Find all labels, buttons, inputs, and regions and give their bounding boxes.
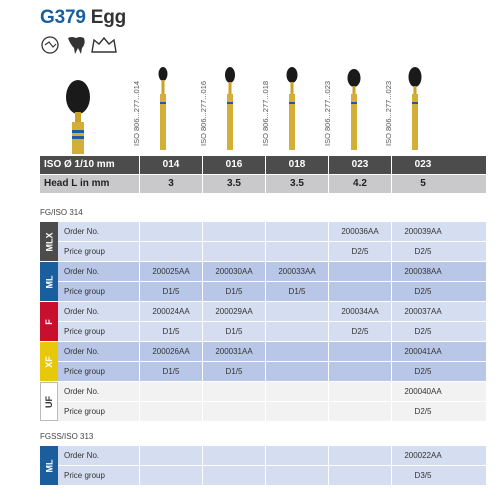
table-cell (328, 342, 391, 361)
iso-value: 016 (202, 156, 265, 174)
table-cell: 200026AA (139, 342, 202, 361)
table-cell: 200037AA (391, 302, 454, 321)
table-cell (328, 446, 391, 465)
table-cell (265, 446, 328, 465)
row-label: Order No. (64, 347, 100, 356)
table-cell (265, 322, 328, 341)
row-label: Price group (64, 471, 105, 480)
head-value: 3 (139, 175, 202, 193)
row-label: Price group (64, 407, 105, 416)
row-label: Order No. (64, 387, 100, 396)
row-label: Price group (64, 247, 105, 256)
table-row (40, 466, 486, 486)
table-cell (265, 242, 328, 261)
table-row (40, 362, 486, 382)
table-cell (328, 262, 391, 281)
table-cell (265, 222, 328, 241)
tooth-icon (68, 37, 85, 54)
table-row (40, 302, 486, 322)
table-cell: 200040AA (391, 382, 454, 401)
grit-band-label: F (44, 318, 54, 325)
table-cell (265, 382, 328, 401)
product-name: Egg (90, 7, 127, 28)
grit-band-label: ML (44, 459, 54, 472)
row-label: Price group (64, 327, 105, 336)
table-row (40, 342, 486, 362)
table-row (40, 402, 486, 422)
grit-band-label: ML (44, 275, 54, 288)
grit-band-mlx (40, 222, 58, 261)
table-cell: 200031AA (202, 342, 265, 361)
table-row (40, 382, 486, 402)
table-cell: D1/5 (265, 282, 328, 301)
table-cell: 200034AA (328, 302, 391, 321)
grit-band-ml (40, 446, 58, 485)
table-cell (139, 222, 202, 241)
table-cell: 200024AA (139, 302, 202, 321)
iso-label: ISO 806...277...023 (323, 80, 332, 146)
row-label: Order No. (64, 307, 100, 316)
row-label: Order No. (64, 451, 100, 460)
table-cell: 200038AA (391, 262, 454, 281)
table-cell (139, 382, 202, 401)
table-cell: 200036AA (328, 222, 391, 241)
bur-014-image (153, 66, 173, 152)
table-cell: 200041AA (391, 342, 454, 361)
iso-label: ISO 806...277...023 (384, 80, 393, 146)
iso-diameter-label: ISO Ø 1/10 mm (44, 159, 115, 170)
table-row (40, 242, 486, 262)
table-cell: D3/5 (391, 466, 454, 485)
table-cell (265, 342, 328, 361)
table-cell: 200025AA (139, 262, 202, 281)
iso-value: 023 (391, 156, 454, 174)
table-row (40, 322, 486, 342)
table-cell (328, 362, 391, 381)
table-cell (139, 402, 202, 421)
table-cell (265, 362, 328, 381)
table-cell: 200039AA (391, 222, 454, 241)
table-cell (328, 402, 391, 421)
indication-icons (40, 34, 118, 56)
table-cell (265, 466, 328, 485)
table-cell (202, 382, 265, 401)
table-cell: 200033AA (265, 262, 328, 281)
table-cell: D2/5 (391, 402, 454, 421)
iso-value: 018 (265, 156, 328, 174)
table-cell: D2/5 (391, 322, 454, 341)
grit-band-label: UF (44, 395, 54, 408)
grit-band-ml (40, 262, 58, 301)
table-cell: D1/5 (202, 322, 265, 341)
table-cell: D2/5 (391, 362, 454, 381)
iso-label: ISO 806...277...018 (261, 80, 270, 146)
iso-diameter-row (40, 156, 486, 174)
table-cell (139, 466, 202, 485)
iso-value: 023 (328, 156, 391, 174)
table-cell: D1/5 (202, 362, 265, 381)
grit-band-label: XF (43, 355, 54, 368)
bur-018-image (282, 66, 302, 152)
table-row (40, 446, 486, 466)
table-cell (328, 382, 391, 401)
bur-large-image (58, 78, 98, 156)
bur-016-image (220, 66, 240, 152)
head-value: 3.5 (265, 175, 328, 193)
head-value: 4.2 (328, 175, 391, 193)
table-cell (139, 242, 202, 261)
section-label: FG/ISO 314 (40, 208, 83, 217)
row-label: Order No. (64, 267, 100, 276)
table-cell (202, 466, 265, 485)
table-row (40, 222, 486, 242)
table-cell: 200029AA (202, 302, 265, 321)
table-cell: D2/5 (328, 242, 391, 261)
table-cell: D1/5 (139, 362, 202, 381)
bur-023-long-image (405, 66, 425, 152)
grit-band-uf (40, 382, 58, 421)
table-cell (202, 446, 265, 465)
table-cell (202, 242, 265, 261)
table-cell (139, 446, 202, 465)
table-cell: D1/5 (139, 282, 202, 301)
head-value: 3.5 (202, 175, 265, 193)
table-cell (202, 402, 265, 421)
table-cell: 200022AA (391, 446, 454, 465)
table-cell: D2/5 (328, 322, 391, 341)
table-cell: D2/5 (391, 282, 454, 301)
table-cell: D1/5 (202, 282, 265, 301)
table-cell (328, 282, 391, 301)
head-value: 5 (391, 175, 454, 193)
table-cell (265, 402, 328, 421)
bur-023-image (344, 66, 364, 152)
iso-label: ISO 806...277...016 (199, 80, 208, 146)
head-length-row (40, 175, 486, 193)
head-length-label: Head L in mm (44, 178, 110, 189)
iso-value: 014 (139, 156, 202, 174)
grit-band-label: MLX (44, 232, 54, 251)
section-label: FGSS/ISO 313 (40, 432, 94, 441)
table-cell: D2/5 (391, 242, 454, 261)
grit-band-xf (40, 342, 58, 381)
cutting-icon (42, 37, 58, 53)
table-cell: D1/5 (139, 322, 202, 341)
row-label: Price group (64, 287, 105, 296)
table-row (40, 282, 486, 302)
table-cell (265, 302, 328, 321)
table-cell (328, 466, 391, 485)
table-row (40, 262, 486, 282)
row-label: Order No. (64, 227, 100, 236)
iso-label: ISO 806...277...014 (132, 80, 141, 146)
row-label: Price group (64, 367, 105, 376)
grit-band-f (40, 302, 58, 341)
product-code: G379 (40, 7, 86, 28)
product-title (40, 7, 126, 29)
crown-icon (92, 38, 116, 52)
table-cell: 200030AA (202, 262, 265, 281)
table-cell (202, 222, 265, 241)
